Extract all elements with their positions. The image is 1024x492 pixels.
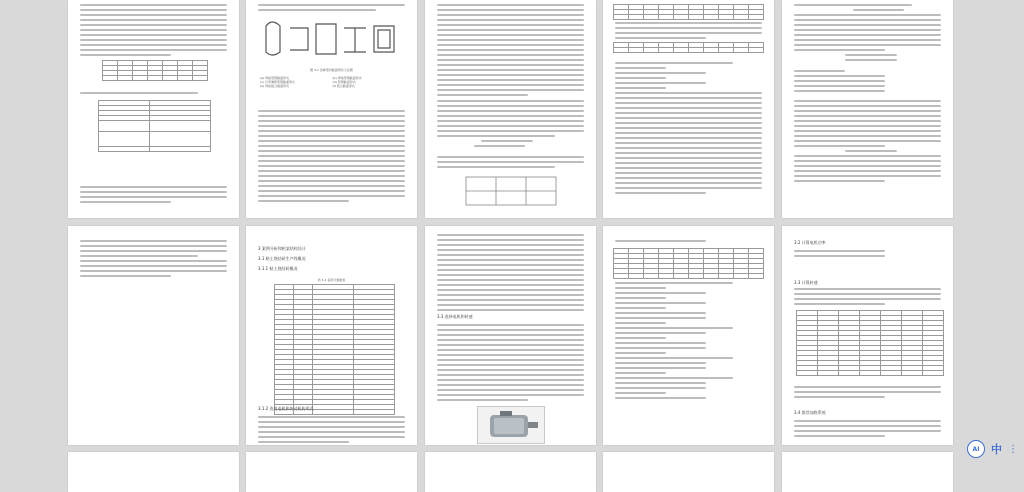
page-thumbnail-10[interactable] bbox=[782, 226, 953, 445]
text-block bbox=[437, 156, 584, 171]
text-block bbox=[80, 240, 227, 280]
page-thumbnail-8[interactable] bbox=[425, 226, 596, 445]
text-block bbox=[615, 282, 762, 402]
section-heading: 3.3 计算转速 bbox=[794, 280, 818, 285]
structure-diagram bbox=[461, 172, 561, 212]
page-thumbnail-14[interactable] bbox=[603, 452, 774, 492]
figure-caption: 图 3-1 各种型材截面形状示意图 bbox=[310, 68, 353, 72]
page-thumbnail-11[interactable] bbox=[68, 452, 239, 492]
section-heading: 3.3 选择电机和转速 bbox=[437, 314, 473, 319]
section-profiles-figure bbox=[260, 14, 403, 66]
data-table bbox=[613, 4, 764, 20]
page-thumbnail-15[interactable] bbox=[782, 452, 953, 492]
page-thumbnail-2[interactable] bbox=[246, 0, 417, 218]
text-block bbox=[437, 234, 584, 314]
data-table bbox=[613, 42, 764, 53]
text-block bbox=[794, 100, 941, 185]
page-thumbnail-12[interactable] bbox=[246, 452, 417, 492]
text-block bbox=[794, 70, 941, 95]
text-block bbox=[794, 420, 941, 440]
parameter-table bbox=[274, 284, 395, 415]
floating-toolbar bbox=[967, 440, 1018, 458]
section-heading: 3.1.2 选用电机和传动机构形式 bbox=[258, 406, 314, 411]
text-block bbox=[258, 4, 405, 14]
section-heading: 3.2 计算电机功率 bbox=[794, 240, 826, 245]
page-thumbnail-4[interactable] bbox=[603, 0, 774, 218]
text-block bbox=[437, 100, 584, 140]
table-caption: 表 3-1 各部分参数表 bbox=[317, 278, 346, 282]
text-block bbox=[80, 92, 227, 97]
text-block bbox=[258, 110, 405, 205]
text-block bbox=[794, 288, 941, 308]
page-thumbnail-1[interactable] bbox=[68, 0, 239, 218]
text-block bbox=[615, 62, 762, 197]
page-thumbnail-7[interactable] bbox=[246, 226, 417, 445]
text-block bbox=[615, 240, 762, 245]
language-toggle-button[interactable]: 中 bbox=[991, 443, 1002, 456]
section-heading: 3 案例分析和机架结构设计 bbox=[258, 246, 306, 251]
page-thumbnail-13[interactable] bbox=[425, 452, 596, 492]
text-block bbox=[80, 186, 227, 206]
more-options-icon[interactable]: ⋮ bbox=[1008, 443, 1018, 455]
text-block bbox=[437, 4, 584, 99]
ai-assistant-button[interactable]: AI bbox=[967, 440, 985, 458]
formula bbox=[437, 140, 584, 150]
figure-legend: (a) 焊接型钢截面形式 (b) 焊接型钢截面形式 (c) 冷弯薄壁型钢截面形式 (d) 型钢截面形式 (e) 焊接组合截面形式 (f) 组合截面形式 bbox=[260, 76, 362, 88]
page-thumbnail-9[interactable] bbox=[603, 226, 774, 445]
text-block bbox=[437, 324, 584, 404]
page-thumbnail-6[interactable] bbox=[68, 226, 239, 445]
text-block bbox=[794, 4, 941, 64]
text-block bbox=[794, 386, 941, 401]
data-table bbox=[613, 248, 764, 279]
motor-photo bbox=[477, 406, 545, 444]
section-heading: 3.4 推荐加热系统 bbox=[794, 410, 826, 415]
page-thumbnail-3[interactable] bbox=[425, 0, 596, 218]
text-block bbox=[80, 4, 227, 59]
text-block bbox=[615, 22, 762, 42]
section-heading: 3.1 粘土烧结砖生产线概况 bbox=[258, 256, 306, 261]
section-heading: 3.1.1 粘土烧结砖概况 bbox=[258, 266, 298, 271]
text-block bbox=[794, 250, 941, 260]
data-table bbox=[102, 60, 208, 81]
data-table bbox=[98, 100, 211, 152]
page-thumbnail-5[interactable] bbox=[782, 0, 953, 218]
data-table bbox=[796, 310, 944, 376]
text-block bbox=[258, 416, 405, 445]
